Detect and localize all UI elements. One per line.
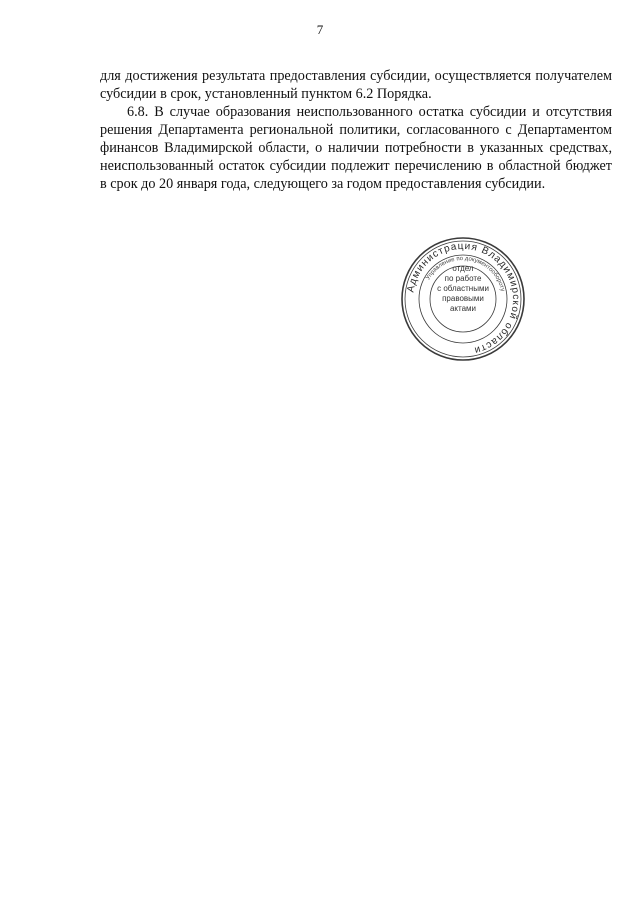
paragraph-6-8: 6.8. В случае образования неиспользованного остатка субсидии и отсутствия решения Департамента региональной политики, согласованного с Департаментом финансов Владимирской области, о наличии потребности в указанных средствах, неиспользованный остаток субсидии подлежит перечислению в областной бюджет в срок до 20 января года, следующего за годом предоставления субсидии. [100, 104, 612, 192]
stamp-outer-text: Администрация Владимирской области [405, 240, 522, 356]
document-body [100, 67, 612, 193]
stamp-center-line: с областными [437, 284, 489, 293]
page-number: 7 [316, 22, 324, 37]
paragraph-continuation: для достижения результата предоставления субсидии, осуществляется получателем субсидии в срок, установленный пунктом 6.2 Порядка. [100, 68, 612, 102]
stamp-center-line: отдел [452, 264, 474, 273]
stamp-center-text [400, 264, 526, 314]
stamp-center-line: по работе [444, 274, 482, 283]
official-stamp [400, 236, 526, 362]
stamp-center-line: правовыми [442, 294, 484, 303]
stamp-center-line: актами [449, 304, 477, 313]
stamp-inner-text: Управление по документообороту [425, 255, 506, 292]
